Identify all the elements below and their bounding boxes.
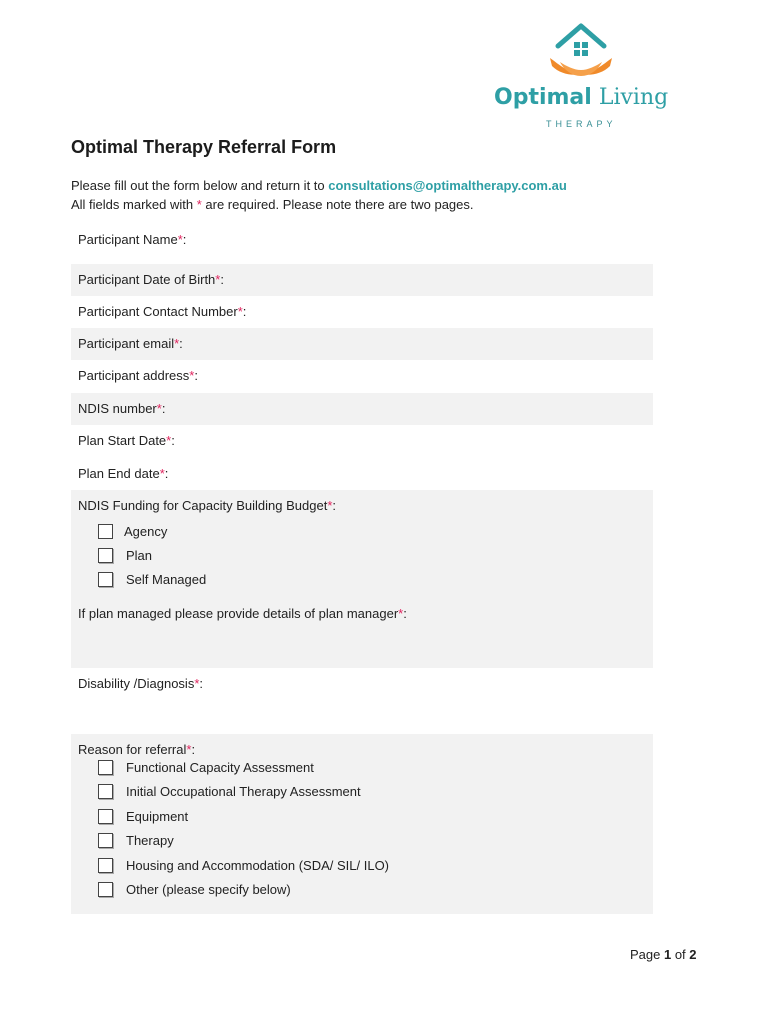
checkbox[interactable]	[98, 572, 113, 587]
intro-text: are required. Please note there are two pages.	[201, 197, 474, 212]
field-label: Plan End date*:	[78, 466, 169, 481]
option-label: Initial Occupational Therapy Assessment	[126, 784, 361, 799]
checkbox[interactable]	[98, 784, 113, 799]
checkbox[interactable]	[98, 858, 113, 873]
field-label: Participant address*:	[78, 368, 198, 383]
contact-email-link[interactable]: consultations@optimaltherapy.com.au	[328, 178, 567, 193]
email-field[interactable]	[71, 328, 653, 360]
field-label: Disability /Diagnosis*:	[78, 676, 204, 691]
brand-bold: Optimal	[494, 85, 592, 110]
reason-section	[71, 734, 653, 914]
option-label: Therapy	[126, 833, 174, 848]
funding-section	[71, 490, 653, 668]
intro-line-1	[71, 178, 567, 193]
brand-tagline: THERAPY	[546, 119, 617, 129]
ndis-number-field[interactable]	[71, 393, 653, 425]
option-label: Functional Capacity Assessment	[126, 760, 314, 775]
dob-field[interactable]	[71, 264, 653, 296]
logo	[494, 22, 670, 134]
field-label: Participant Date of Birth*:	[78, 272, 224, 287]
page-number: Page 1 of 2	[630, 947, 697, 962]
intro-text: Please fill out the form below and return it to	[71, 178, 329, 193]
option-label: Agency	[124, 524, 168, 539]
brand-light: Living	[598, 85, 669, 110]
disability-field[interactable]	[71, 668, 653, 734]
field-label: NDIS Funding for Capacity Building Budget*:	[78, 498, 336, 513]
option-label: Equipment	[126, 809, 189, 824]
field-label: NDIS number*:	[78, 401, 166, 416]
field-label: Participant Contact Number*:	[78, 304, 247, 319]
plan-start-field[interactable]	[71, 425, 653, 458]
form-title: Optimal Therapy Referral Form	[71, 137, 337, 157]
field-label: Plan Start Date*:	[78, 433, 175, 448]
checkbox[interactable]	[98, 548, 113, 563]
field-label: Reason for referral*:	[78, 742, 196, 757]
field-label: Participant email*:	[78, 336, 183, 351]
plan-end-field[interactable]	[71, 458, 653, 490]
checkbox[interactable]	[98, 760, 113, 775]
address-field[interactable]	[71, 360, 653, 393]
checkbox[interactable]	[98, 882, 113, 897]
option-label: Plan	[126, 548, 153, 563]
brand-name	[494, 85, 670, 110]
option-label: Other (please specify below)	[126, 882, 291, 897]
field-label: Participant Name*:	[78, 232, 187, 247]
contact-number-field[interactable]	[71, 296, 653, 328]
participant-name-field[interactable]	[71, 224, 653, 264]
intro-text: All fields marked with	[71, 197, 197, 212]
option-label: Self Managed	[126, 572, 207, 587]
required-asterisk: *	[196, 197, 202, 212]
intro-line-2	[71, 197, 474, 212]
checkbox[interactable]	[98, 524, 113, 539]
option-label: Housing and Accommodation (SDA/ SIL/ ILO)	[126, 858, 390, 873]
house-hands-icon	[546, 22, 616, 82]
checkbox[interactable]	[98, 809, 113, 824]
checkbox[interactable]	[98, 833, 113, 848]
plan-manager-label: If plan managed please provide details of plan manager*:	[78, 606, 407, 621]
